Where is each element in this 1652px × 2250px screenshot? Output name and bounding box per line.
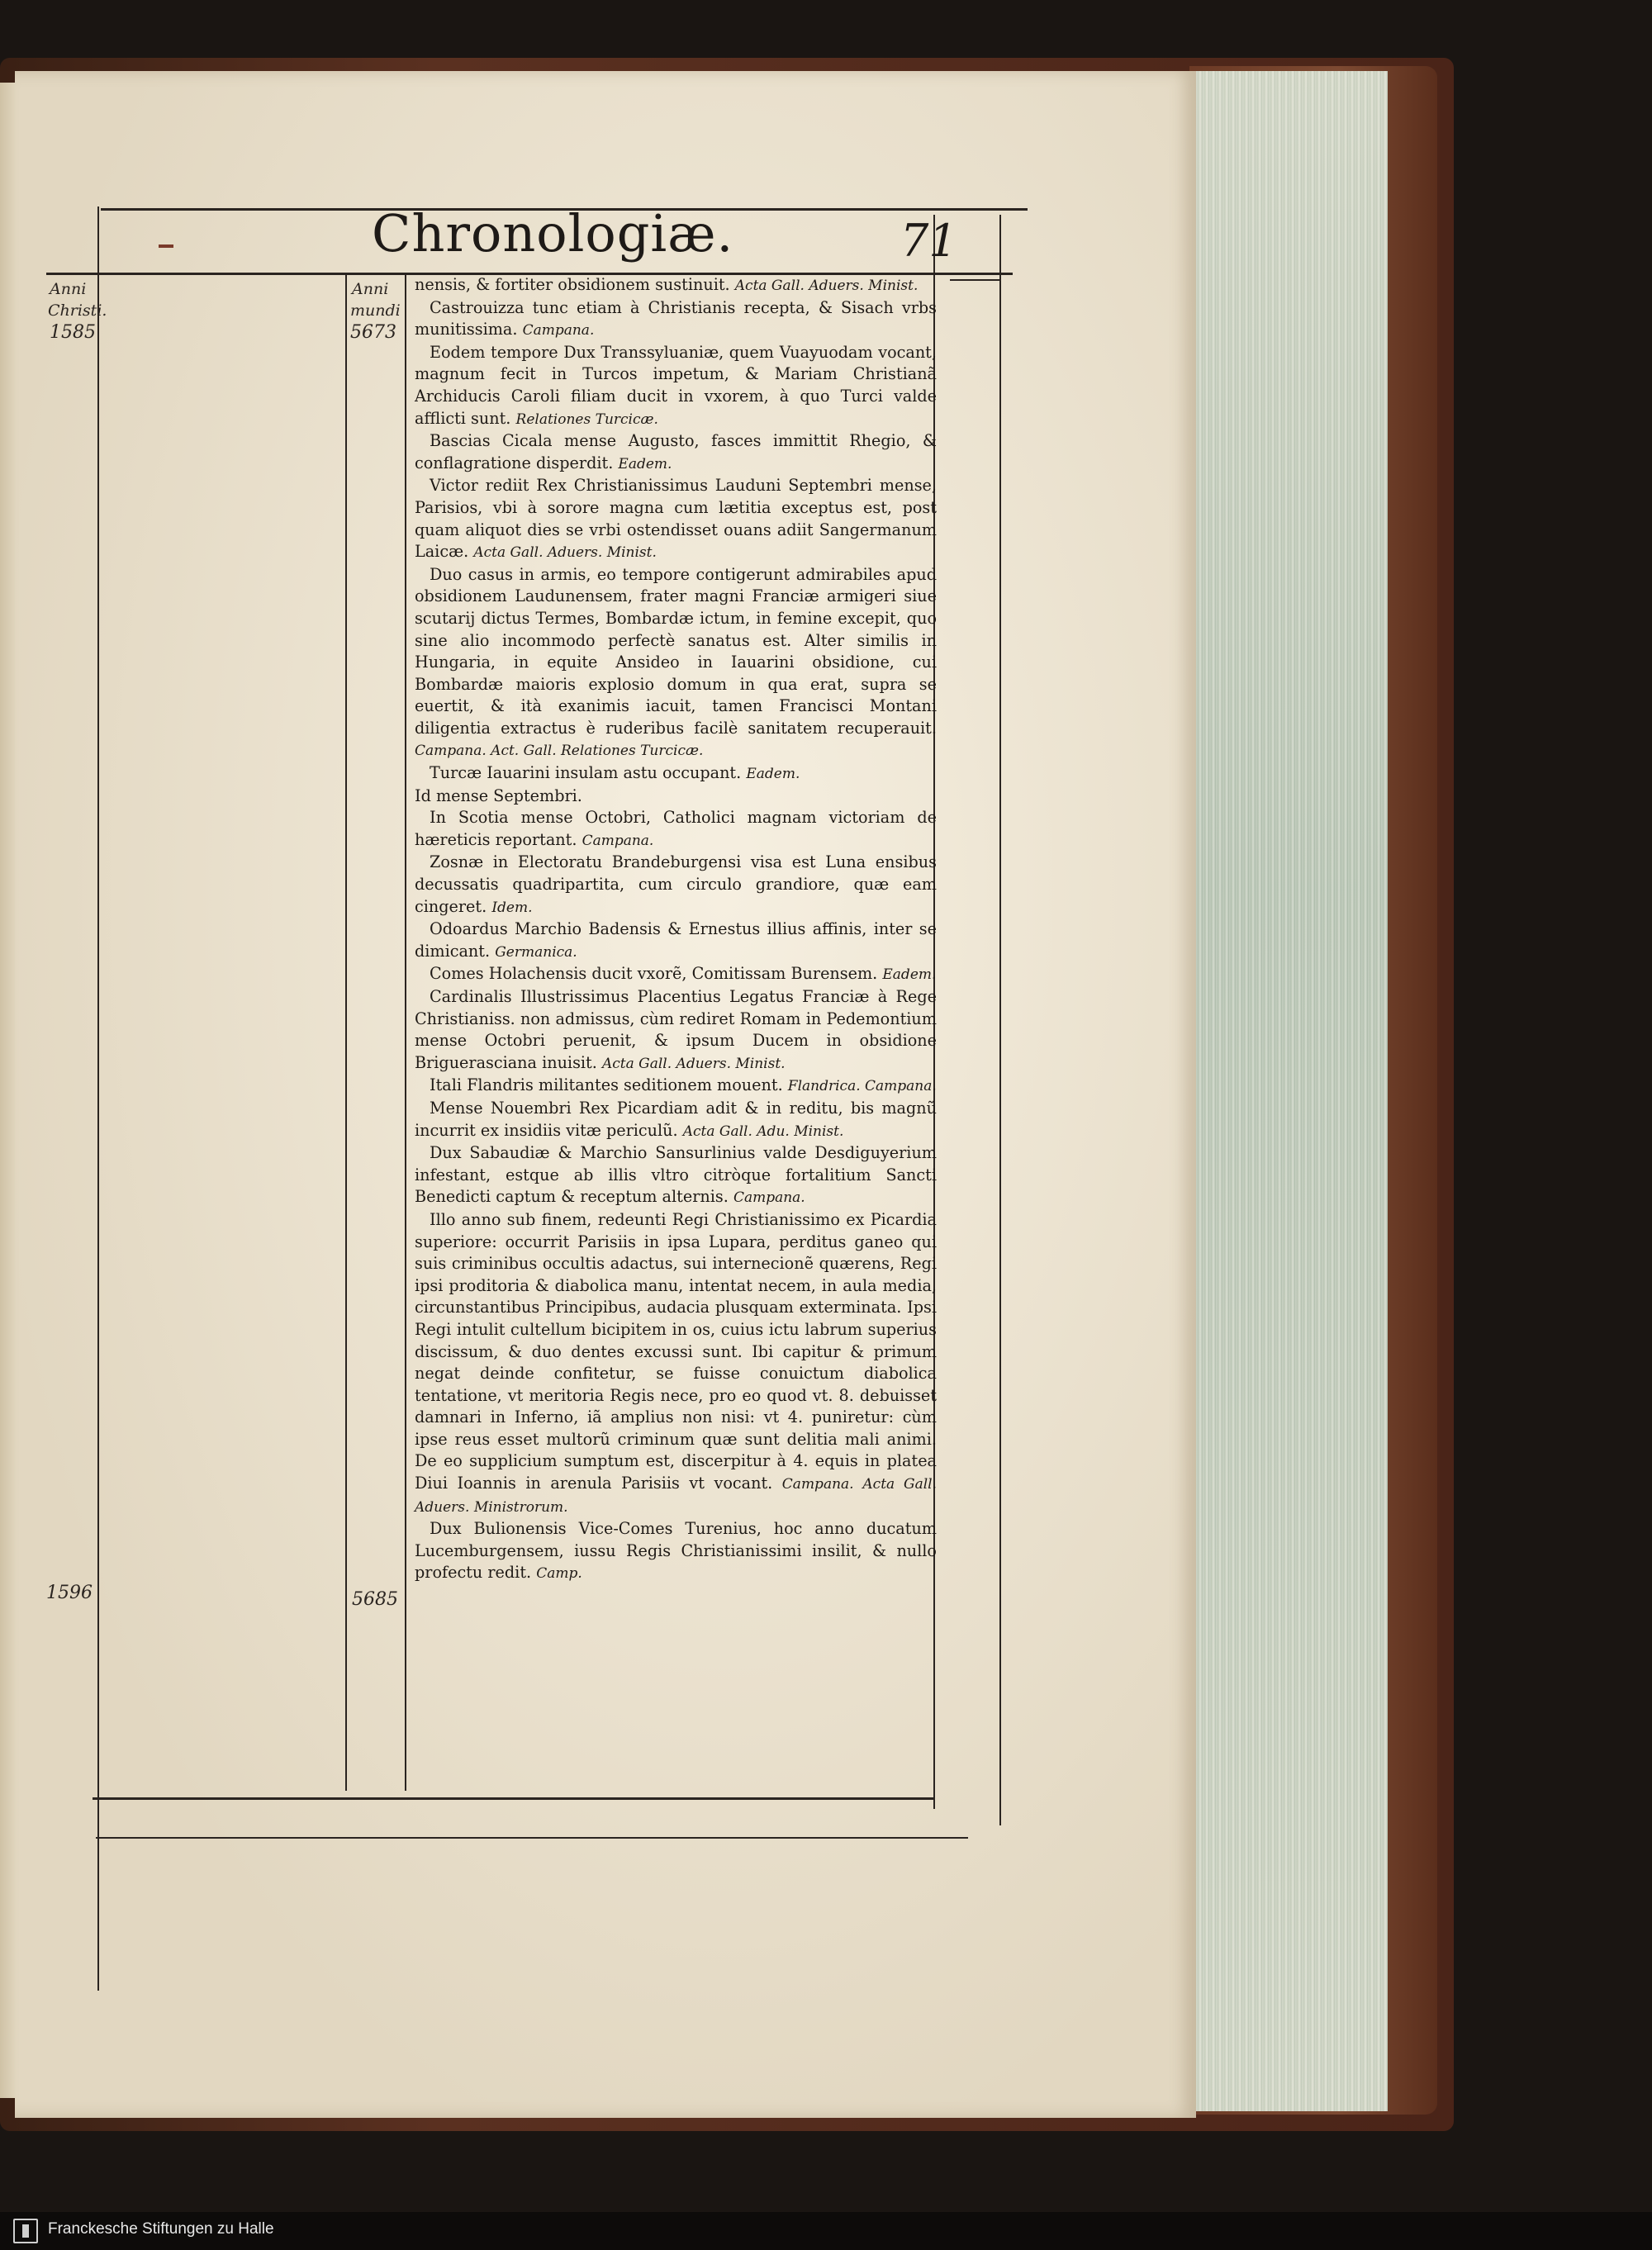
anni-mundi-heading-2: mundi — [350, 301, 401, 320]
header-rule-right — [950, 279, 999, 281]
paragraph-text: Turcæ Iauarini insulam astu occupant. — [430, 763, 742, 783]
text-paragraph — [415, 1098, 937, 1142]
text-paragraph — [415, 564, 937, 762]
paragraph-text: Mense Nouembri Rex Picardiam adit & in reditu, bis magnũ incurrit ex insidiis vitæ periculũ. — [415, 1098, 937, 1140]
paragraph-text: Eodem tempore Dux Transsyluaniæ, quem Vuayuodam vocant, magnum fecit in Turcos impetum, & Mariam Christianã Archiducis Caroli filiam ducit in vxorem, à quo Turci valde afflicti sunt. — [415, 342, 937, 428]
text-paragraph — [415, 274, 937, 297]
source-citation: Acta Gall. Aduers. Minist. — [473, 544, 657, 562]
paragraph-text: Comes Holachensis ducit vxorẽ, Comitissam Burensem. — [430, 964, 878, 984]
anni-christi-heading-2: Christi. — [48, 301, 107, 320]
source-citation: Camp. — [536, 1565, 582, 1583]
header-ornament — [159, 244, 173, 248]
source-citation: Campana. Acta Gall. Aduers. Ministrorum. — [415, 1476, 937, 1516]
page-number: 71 — [900, 215, 957, 267]
source-citation: Campana. — [582, 832, 654, 849]
paragraph-text: Id mense Septembri. — [415, 786, 582, 805]
text-paragraph — [415, 786, 937, 808]
source-citation: Eadem. — [618, 455, 672, 472]
frame-bottom-rule — [93, 1797, 935, 1800]
frame-bottom-rule-2 — [96, 1837, 968, 1839]
paragraph-text: Zosnæ in Electoratu Brandeburgensi visa est Luna ensibus decussatis quadripartita, cum circulo grandiore, quæ eam cingeret. — [415, 852, 937, 916]
column-rule-2 — [405, 274, 406, 1791]
source-citation: Eadem. — [882, 966, 937, 984]
source-citation: Acta Gall. Aduers. Minist. — [601, 1055, 786, 1072]
text-paragraph — [415, 1209, 937, 1518]
text-paragraph — [415, 342, 937, 430]
text-paragraph — [415, 963, 937, 986]
year-mundi-top: 5673 — [350, 322, 396, 343]
frame-right-rule — [999, 215, 1001, 1825]
text-paragraph — [415, 1142, 937, 1209]
text-paragraph — [415, 430, 937, 475]
paragraph-text: Itali Flandris militantes seditionem mouent. — [430, 1075, 783, 1095]
source-citation: Eadem. — [746, 766, 800, 783]
page-block-shading — [1189, 71, 1388, 2111]
year-mundi-bottom: 5685 — [352, 1589, 398, 1610]
frame-left-rule — [97, 206, 99, 1991]
text-paragraph — [415, 1075, 937, 1098]
page-title: Chronologiæ. — [372, 203, 734, 263]
year-christi-top: 1585 — [50, 322, 96, 343]
text-paragraph — [415, 1518, 937, 1585]
source-citation: Germanica. — [495, 943, 577, 961]
institution-name: Franckesche Stiftungen zu Halle — [48, 2220, 274, 2238]
source-citation: Acta Gall. Adu. Minist. — [682, 1123, 844, 1140]
footer-bar — [0, 2212, 1652, 2250]
institution-logo-icon — [13, 2219, 38, 2243]
paragraph-text: Odoardus Marchio Badensis & Ernestus illius affinis, inter se dimicant. — [415, 919, 937, 961]
paragraph-text: Illo anno sub finem, redeunti Regi Christianissimo ex Picardia superiore: occurrit Parisiis in ipsa Lupara, perditus ganeo qui suis criminibus occultis adactus, sui internecionẽ quærens, Regi ipsi proditoria & diabolica manu, intentat necem, in aula media, circunstantibus Principibus, audacia plusquam exterminata. Ipsi Regi intulit cultellum bicipitem in os, cuius ictu labrum superius discissum, & duo dentes excussi sunt. Ibi capitur & primum negat deinde confitetur, se fuisse conuictum diabolica tentatione, vt meritoria Regis nece, pro eo quod vt. 8. debuisset damnari in Inferno, iã amplius non nisi: vt 4. puniretur: cùm ipse reus esset multorũ criminum quæ sunt delitia mali animi. De eo supplicium sumptum est, discerpitur à 4. equis in platea Diui Ioannis in arenula Parisiis vt vocant. — [415, 1209, 937, 1493]
source-citation: Flandrica. Campana. — [787, 1078, 937, 1095]
paragraph-text: Duo casus in armis, eo tempore contigerunt admirabiles apud obsidionem Laudunensem, frater magni Franciæ armigeri siue scutarij dictus Termes, Bombardæ ictum, in femine excepit, quo sine alio incommodo perfectè sanatus est. Alter similis in Hungaria, in equite Ansideo in Iauarini obsidione, cui Bombardæ maioris explosio domum in qua erat, supra se euertit, & ità exanimis iacuit, tamen Francisci Montani diligentia extractus è ruderibus facilè sanitatem recuperauit. — [415, 564, 937, 738]
paragraph-text: Cardinalis Illustrissimus Placentius Legatus Franciæ à Rege Christianiss. non admissus, cùm rediret Romam in Pedemontium mense Octobri peruenit, & ipsum Ducem in obsidione Briguerasciana inuisit. — [415, 987, 937, 1072]
text-paragraph — [415, 297, 937, 342]
paragraph-text: Dux Bulionensis Vice-Comes Turenius, hoc anno ducatum Lucemburgensem, iussu Regis Christianissimi insilit, & nullo profectu redit. — [415, 1519, 937, 1583]
paragraph-text: Castrouizza tunc etiam à Christianis recepta, & Sisach vrbs munitissima. — [415, 297, 937, 339]
source-citation: Idem. — [491, 899, 533, 916]
text-paragraph — [415, 807, 937, 852]
source-citation: Campana. — [522, 322, 595, 339]
source-citation: Campana. Act. Gall. Relationes Turcicæ. — [415, 743, 704, 760]
text-paragraph — [415, 762, 937, 786]
anni-mundi-heading-1: Anni — [352, 280, 389, 298]
paragraph-text: Bascias Cicala mense Augusto, fasces immittit Rhegio, & conflagratione disperdit. — [415, 431, 937, 472]
source-citation: Relationes Turcicæ. — [515, 411, 658, 428]
source-citation: Acta Gall. Aduers. Minist. — [734, 278, 919, 294]
main-text-column — [415, 274, 937, 1585]
paragraph-text: Victor rediit Rex Christianissimus Lauduni Septembri mense, Parisios, vbi à sorore magna cum lætitia exceptus est, post quam aliquot dies se vrbi ostendisset ouans adiit Sangermanum Laicæ. — [415, 476, 937, 562]
year-christi-bottom: 1596 — [46, 1583, 93, 1603]
paragraph-text: Dux Sabaudiæ & Marchio Sansurlinius valde Desdiguyerium infestant, estque ab illis vltro citròque fortalitium Sancti Benedicti captum & receptum alternis. — [415, 1143, 937, 1207]
text-paragraph — [415, 919, 937, 963]
column-rule-1 — [345, 274, 347, 1791]
source-citation: Campana. — [733, 1189, 805, 1207]
text-paragraph — [415, 475, 937, 563]
paragraph-text: nensis, & fortiter obsidionem sustinuit. — [415, 275, 730, 294]
text-paragraph — [415, 852, 937, 919]
anni-christi-heading-1: Anni — [50, 280, 87, 298]
paragraph-text: In Scotia mense Octobri, Catholici magnam victoriam de hæreticis reportant. — [415, 808, 937, 849]
text-paragraph — [415, 986, 937, 1075]
